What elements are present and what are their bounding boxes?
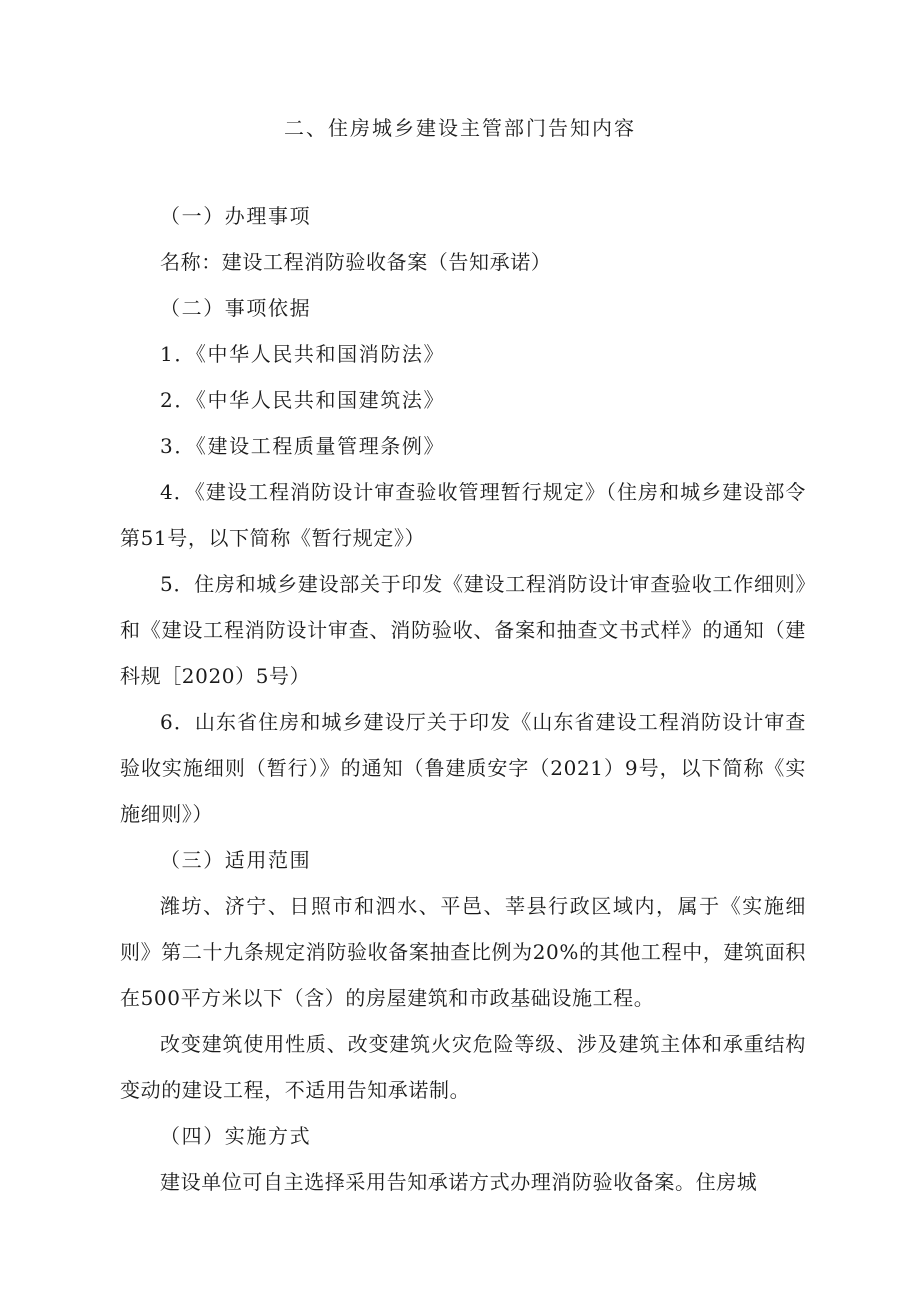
scope-paragraph-1: 潍坊、济宁、日照市和泗水、平邑、莘县行政区域内，属于《实施细则》第二十九条规定消防验收备案抽查比例为20%的其他工程中，建筑面积在500平方米以下（含）的房屋建筑和市政基础设施工程。 (120, 894, 806, 1010)
basis-item-4: 4．《建设工程消防设计审查验收管理暂行规定》（住房和城乡建设部令第51号，以下简称《暂行规定》） (120, 480, 806, 550)
basis-item-5: 5．住房和城乡建设部关于印发《建设工程消防设计审查验收工作细则》和《建设工程消防设计审查、消防验收、备案和抽查文书式样》的通知（建科规［2020）5号） (120, 572, 806, 688)
section-heading-2: （二）事项依据 (160, 296, 312, 320)
scope-paragraph-2: 改变建筑使用性质、改变建筑火灾危险等级、涉及建筑主体和承重结构变动的建设工程，不适用告知承诺制。 (120, 1032, 806, 1102)
basis-item-1: 1．《中华人民共和国消防法》 (160, 342, 446, 366)
document-body (120, 193, 806, 1205)
section-heading-3: （三）适用范围 (160, 848, 312, 872)
basis-item-3: 3．《建设工程质量管理条例》 (160, 434, 446, 458)
section-heading-4: （四）实施方式 (160, 1124, 312, 1148)
document-title: 二、住房城乡建设主管部门告知内容 (284, 116, 636, 140)
basis-item-6: 6．山东省住房和城乡建设厅关于印发《山东省建设工程消防设计审查验收实施细则（暂行）》的通知（鲁建质安字（2021）9号，以下简称《实施细则》） (120, 710, 806, 826)
paragraph-item-name: 名称：建设工程消防验收备案（告知承诺） (160, 250, 552, 274)
method-paragraph: 建设单位可自主选择采用告知承诺方式办理消防验收备案。住房城 (160, 1170, 758, 1194)
section-heading-1: （一）办理事项 (160, 204, 312, 228)
basis-item-2: 2．《中华人民共和国建筑法》 (160, 388, 446, 412)
